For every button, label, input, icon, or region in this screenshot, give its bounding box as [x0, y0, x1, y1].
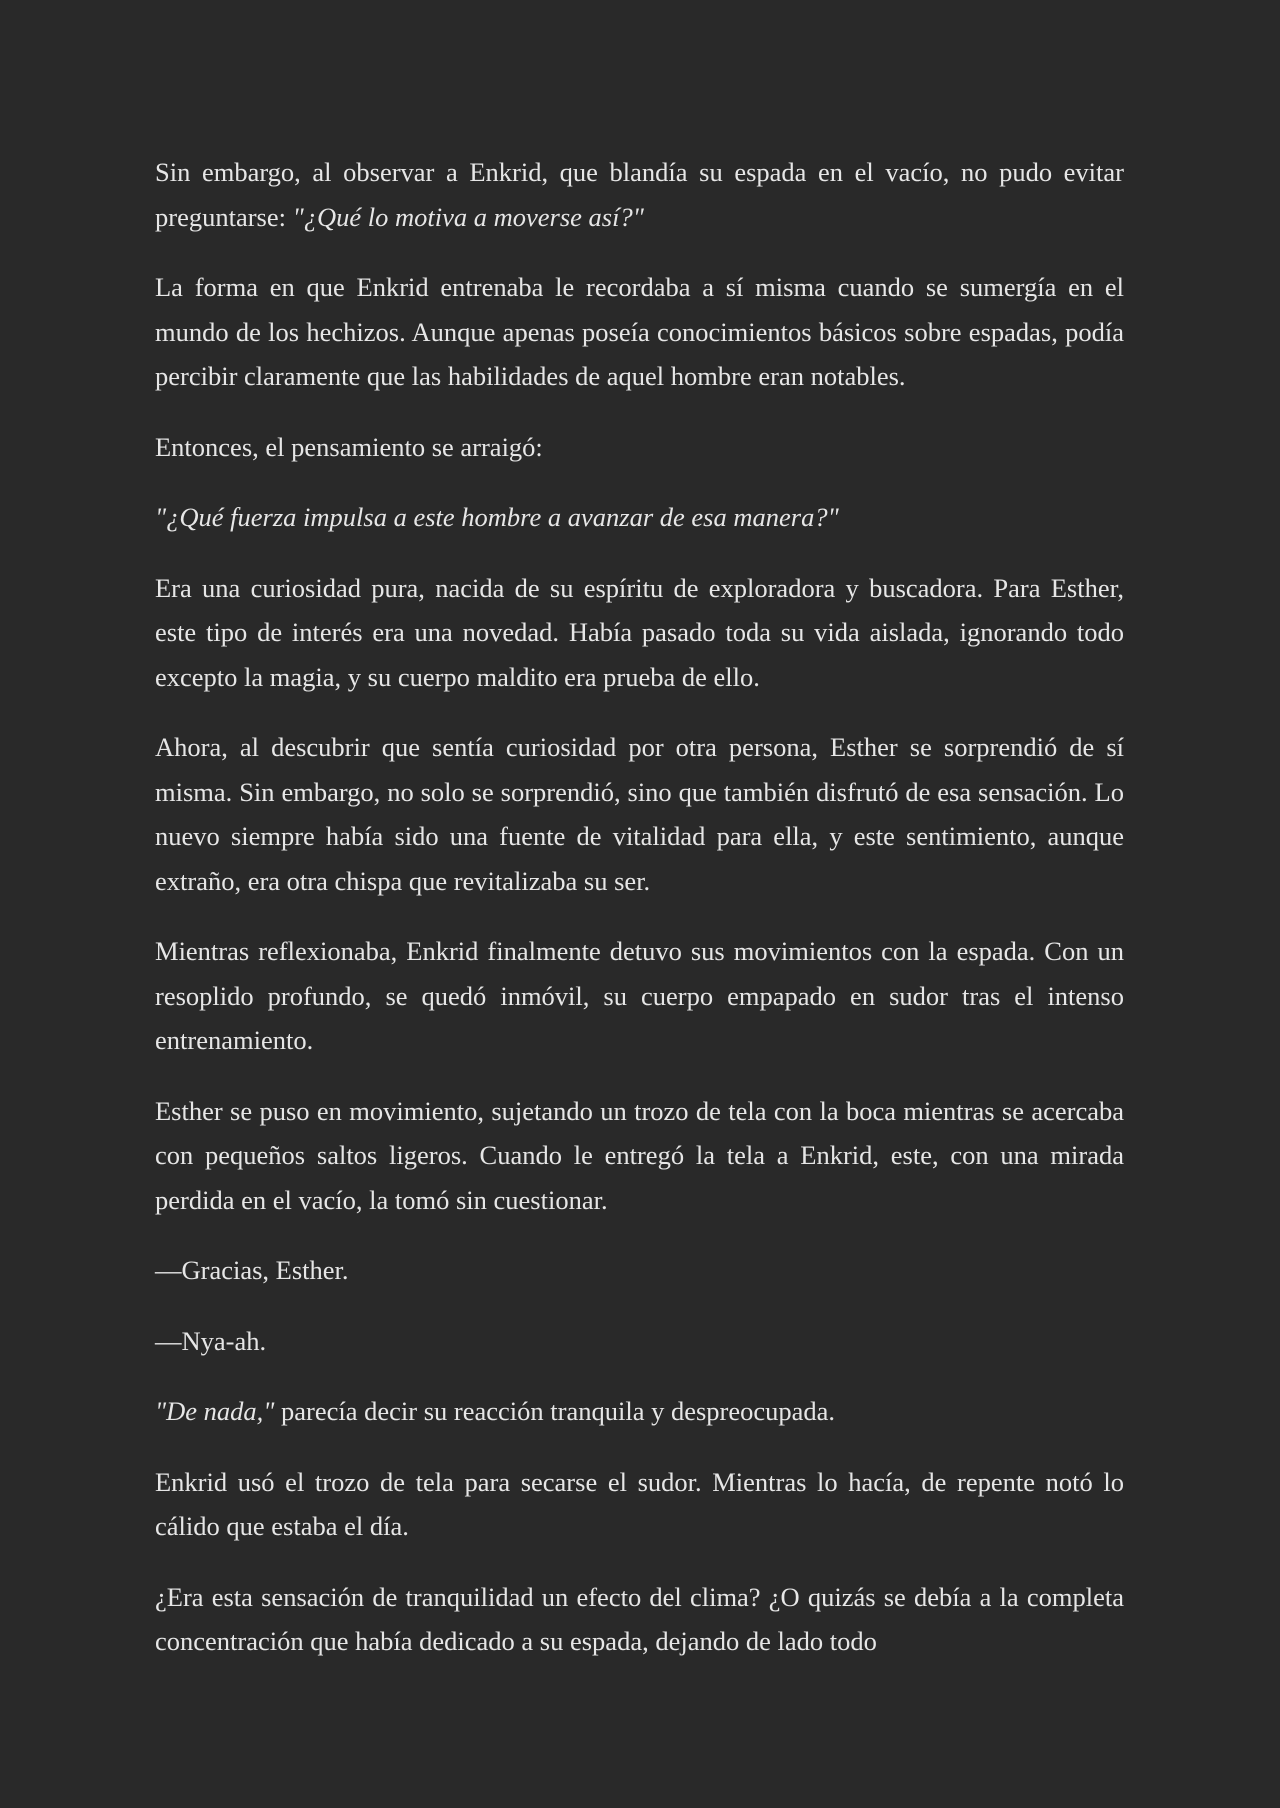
paragraph-text: parecía decir su reacción tranquila y despreocupada. — [274, 1396, 836, 1426]
chapter-text — [155, 150, 1124, 1690]
italic-thought: "De nada," — [155, 1396, 275, 1426]
paragraph — [155, 929, 1124, 1063]
paragraph-text: ¿Era esta sensación de tranquilidad un efecto del clima? ¿O quizás se debía a la completa concentración que había dedicado a su espada, dejando de lado todo — [155, 1581, 1124, 1656]
dialogue-line — [155, 1248, 1124, 1293]
paragraph — [155, 1389, 1124, 1434]
paragraph-text: La forma en que Enkrid entrenaba le recordaba a sí misma cuando se sumergía en el mundo de los hechizos. Aunque apenas poseía conocimientos básicos sobre espadas, podía percibir claramente que las habilidades de aquel hombre eran notables. — [155, 272, 1124, 391]
paragraph — [155, 1575, 1124, 1664]
paragraph-text: Mientras reflexionaba, Enkrid finalmente detuvo sus movimientos con la espada. Con un resoplido profundo, se quedó inmóvil, su cuerpo empapado en sudor tras el intenso entrenamiento. — [155, 936, 1124, 1055]
paragraph-text: Sin embargo, al observar a Enkrid, que blandía su espada en el vacío, no pudo evitar preguntarse: — [155, 157, 1124, 232]
paragraph-text: —Gracias, Esther. — [155, 1255, 349, 1285]
paragraph-text: Ahora, al descubrir que sentía curiosidad por otra persona, Esther se sorprendió de sí misma. Sin embargo, no solo se sorprendió, sino que también disfrutó de esa sensación. Lo nuevo siempre había sido una fuente de vitalidad para ella, y este sentimiento, aunque extraño, era otra chispa que revitalizaba su ser. — [155, 732, 1124, 896]
italic-thought: "¿Qué fuerza impulsa a este hombre a avanzar de esa manera?" — [155, 502, 839, 532]
paragraph-text: Entonces, el pensamiento se arraigó: — [155, 431, 543, 462]
paragraph-text: Enkrid usó el trozo de tela para secarse el sudor. Mientras lo hacía, de repente notó lo cálido que estaba el día. — [155, 1466, 1124, 1541]
paragraph — [155, 425, 1124, 470]
paragraph — [155, 265, 1124, 399]
paragraph — [155, 495, 1124, 540]
paragraph — [155, 150, 1124, 239]
paragraph — [155, 566, 1124, 700]
paragraph — [155, 1460, 1124, 1549]
dialogue-line — [155, 1319, 1124, 1364]
paragraph-text: Esther se puso en movimiento, sujetando un trozo de tela con la boca mientras se acercaba con pequeños saltos ligeros. Cuando le entregó la tela a Enkrid, este, con una mirada perdida en el vacío, la tomó sin cuestionar. — [155, 1095, 1124, 1215]
paragraph-text: —Nya-ah. — [155, 1325, 267, 1356]
paragraph — [155, 1089, 1124, 1223]
paragraph — [155, 725, 1124, 903]
paragraph-text: Era una curiosidad pura, nacida de su espíritu de exploradora y buscadora. Para Esther, este tipo de interés era una novedad. Había pasado toda su vida aislada, ignorando todo excepto la magia, y su cuerpo maldito era prueba de ello. — [155, 572, 1124, 692]
italic-thought: "¿Qué lo motiva a moverse así?" — [292, 201, 644, 232]
